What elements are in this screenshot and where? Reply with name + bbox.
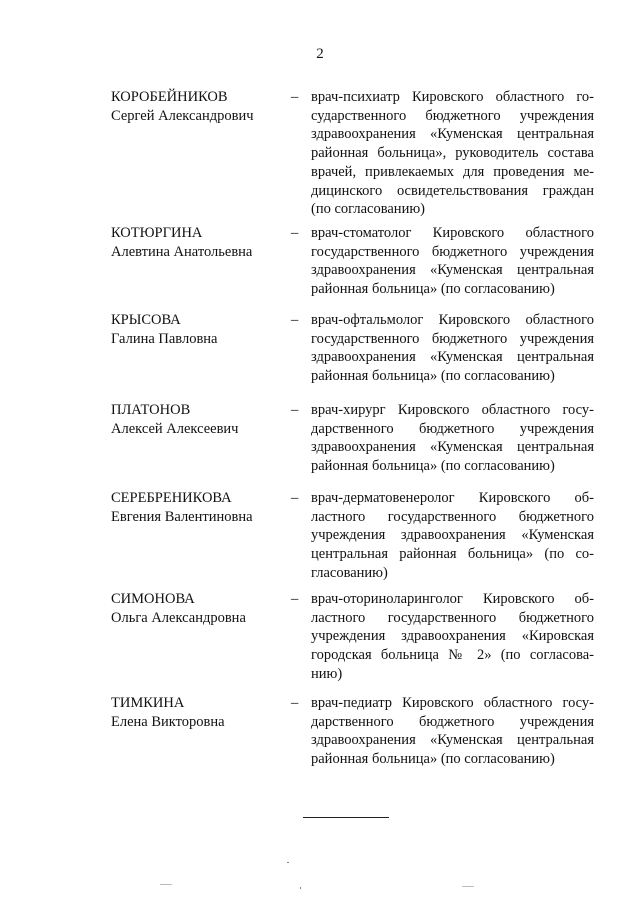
position-line: гласованию): [311, 564, 388, 581]
member-surname: КОТЮРГИНА: [111, 225, 203, 241]
member-surname: СЕРЕБРЕНИКОВА: [111, 490, 232, 506]
scan-speck: [462, 886, 474, 887]
position-line: здравоохранения «Куменская центральная: [311, 262, 594, 279]
member-given-name: Галина Павловна: [111, 331, 218, 347]
member-surname: КРЫСОВА: [111, 312, 181, 328]
position-line: ластного государственного бюджетного: [311, 508, 594, 525]
position-line: ластного государственного бюджетного: [311, 609, 594, 626]
position-line: врач-дерматовенеролог Кировского об-: [311, 490, 594, 506]
member-position: [311, 489, 594, 583]
position-line: здравоохранения «Куменская центральная: [311, 349, 594, 366]
position-line: государственного бюджетного учреждения: [311, 243, 594, 260]
position-line: здравоохранения «Куменская центральная: [311, 732, 594, 749]
position-line: учреждения здравоохранения «Кировская: [311, 628, 594, 645]
position-line: здравоохранения «Куменская центральная: [311, 126, 594, 143]
entry-dash: –: [291, 695, 299, 711]
position-line: государственного бюджетного учреждения: [311, 330, 594, 347]
member-position: [311, 311, 594, 386]
member-position: [311, 694, 594, 769]
member-given-name: Ольга Александровна: [111, 610, 246, 626]
member-given-name: Елена Викторовна: [111, 714, 225, 730]
entry-dash: –: [291, 89, 299, 105]
position-line: центральная районная больница» (по со-: [311, 546, 594, 563]
position-line: городская больница № 2» (по согласова-: [311, 647, 594, 664]
position-line: сударственного бюджетного учреждения: [311, 107, 594, 124]
position-line: врач-оториноларинголог Кировского об-: [311, 591, 594, 607]
position-line: врачей, привлекаемых для проведения ме-: [311, 163, 594, 180]
member-position: [311, 88, 594, 219]
position-line: врач-психиатр Кировского областного го-: [311, 89, 594, 105]
entry-dash: –: [291, 490, 299, 506]
position-line: районная больница», руководитель состава: [311, 145, 594, 162]
position-line: районная больница» (по согласованию): [311, 458, 555, 475]
position-line: дицинского освидетельствования граждан: [311, 182, 594, 199]
scan-speck: [160, 884, 172, 885]
page-number: 2: [316, 46, 324, 62]
position-line: врач-педиатр Кировского областного госу-: [311, 695, 594, 711]
position-line: врач-офтальмолог Кировского областного: [311, 312, 594, 328]
scan-speck: [287, 862, 289, 863]
position-line: здравоохранения «Куменская центральная: [311, 439, 594, 456]
position-line: районная больница» (по согласованию): [311, 281, 555, 298]
member-name: [111, 694, 286, 732]
position-line: районная больница» (по согласованию): [311, 368, 555, 385]
member-name: [111, 489, 286, 527]
entry-dash: –: [291, 225, 299, 241]
position-line: дарственного бюджетного учреждения: [311, 713, 594, 730]
position-line: районная больница» (по согласованию): [311, 751, 555, 768]
member-name: [111, 88, 286, 126]
position-line: учреждения здравоохранения «Куменская: [311, 527, 594, 544]
member-given-name: Сергей Александрович: [111, 108, 254, 124]
member-surname: СИМОНОВА: [111, 591, 195, 607]
member-given-name: Евгения Валентиновна: [111, 509, 253, 525]
member-name: [111, 224, 286, 262]
member-given-name: Алевтина Анатольевна: [111, 244, 253, 260]
scan-speck: [300, 887, 301, 889]
position-line: дарственного бюджетного учреждения: [311, 420, 594, 437]
entry-dash: –: [291, 402, 299, 418]
member-position: [311, 224, 594, 299]
member-name: [111, 590, 286, 628]
member-name: [111, 311, 286, 349]
member-surname: ТИМКИНА: [111, 695, 185, 711]
member-given-name: Алексей Алексеевич: [111, 421, 239, 437]
member-position: [311, 401, 594, 476]
closing-rule: [303, 817, 389, 818]
member-surname: КОРОБЕЙНИКОВ: [111, 89, 228, 105]
entry-dash: –: [291, 591, 299, 607]
member-surname: ПЛАТОНОВ: [111, 402, 191, 418]
member-name: [111, 401, 286, 439]
position-line: нию): [311, 665, 343, 682]
member-position: [311, 590, 594, 684]
entry-dash: –: [291, 312, 299, 328]
position-line: врач-хирург Кировского областного госу-: [311, 402, 594, 418]
position-line: врач-стоматолог Кировского областного: [311, 225, 594, 241]
position-line: (по согласованию): [311, 201, 425, 218]
